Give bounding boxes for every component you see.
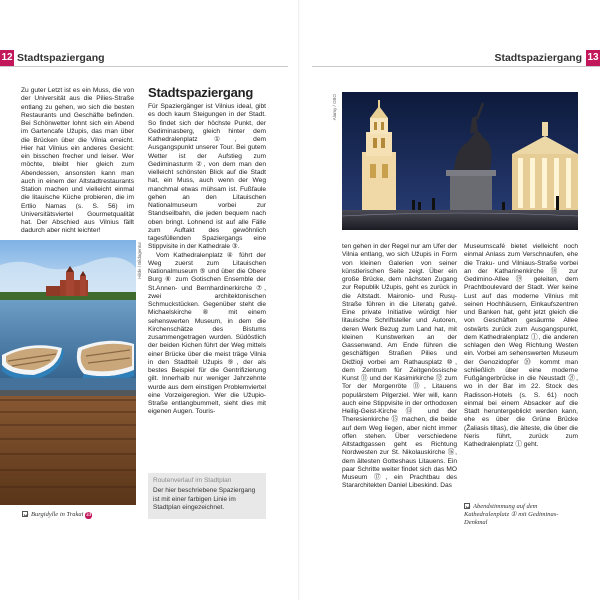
infobox-title: Routenverlauf im Stadtplan (153, 477, 232, 484)
running-head-right: Stadtspaziergang (494, 52, 582, 64)
photo-caption-left (22, 511, 134, 519)
header-rule-left (0, 66, 288, 67)
photo-credit-right: Alamy / OBO (332, 94, 337, 121)
cathedral-photo (342, 92, 578, 230)
trakai-photo-svg (0, 240, 136, 505)
header-rule-right (312, 66, 600, 67)
page-number-right: 13 (586, 50, 600, 66)
page-number-left: 12 (0, 50, 14, 66)
main-column-left (148, 85, 266, 417)
main-column-right-2 (464, 243, 578, 449)
right-col1-paragraph: ten gehen in der Regel nur am Ufer der Vilnia entlang, wo sich Užupis in Form von kleinen Galerien von seiner künstlerischen Seite zeigt. Über ein große Brücke, dem nächsten Zugang zur Republik Užupis, geht es zurück in die Altstadt. Maironio- und Rusų- Straße führen in die Literatų gatvė. Eine private Initiative würdigt hier litauische Schriftsteller und Autoren, deren Werk Bezug zum Land hat, mit kleinen Kunstwerken an der Gassenwand. Am Ende führen die geschäftigen Straßen Pilies und Didžioji vorbei am Rathausplatz ⑩, dem Zentrum für Zeitgenössische Kunst ⑪ und der Kasimirkirche ⑫ zum Tor der Morgenröte ⑬, Litauens populärstem Pilgerziel. Wer will, kann auch eine Stippvisite in der orthodoxen Heilig-Geist-Kirche ⑭ und der Theresienkirche ⑮ machen, die beide auf dem Weg liegen, aber nicht immer offen stehen. Über verschiedene Altstadtgassen geht es Richtung Nordwesten zur St. Nikolauskirche ⑯, dem ältesten Gotteshaus Litauens. Ein paar Schritte weiter findet sich das MO Museum ⑰, ein Prachtbau des Stararchitekten Daniel Libeskind. Das (342, 243, 457, 490)
main-column-right-1 (342, 243, 457, 491)
cathedral-photo-svg (342, 92, 578, 230)
trakai-photo (0, 240, 136, 505)
caption-text-right: Abendstimmung auf dem Kathedralenplatz ① mit Gediminas-Denkmal (464, 503, 559, 526)
intro-paragraph: Zu guter Letzt ist es ein Muss, die von der Universität aus die Pilies-Straße entlang zu gehen, wo sich die besten Restaurants und Geschäfte befinden. Bei Schönwetter lohnt sich ein Abend im Gartencafe Užupis, das man über die Brücken über die Vilnia erreicht. Hier hat Vilnius ein anderes Gesicht: ein bisschen frecher und leiser. Wer möchte, bleibt hier gleich zum Abendessen, ansonsten kann man auch in einem der Altstadtrestaurants Station machen und vielleicht einmal die litauische Küche probieren, die im Ertlio Namas (s. S. 56) im Universitätsviertel Gourmetqualität hat. Der Abschied aus Vilnius fällt dadurch aber nicht leichter! (21, 87, 134, 235)
caption-number-left: 33 (86, 513, 92, 518)
intro-column (21, 87, 134, 236)
section-title: Stadtspaziergang (148, 85, 254, 100)
right-col2-paragraph: Museumscafé bietet vielleicht noch einmal Anlass zum Verschnaufen, ehe die Traku- und Vilniaus-Straße vorbei an der Katharinenkirche ⑱ zur Gedimino-Allee ⑲ geleiten, dem Prachtboulevard der Stadt. Wer keine Lust auf das moderne Vilnius mit seinen Hochhäusern, Einkaufszentren und Banken hat, geht jetzt gleich die von Geschäften gesäumte Allee ostwärts zurück zum Ausgangspunkt, dem Kathedralenplatz ①, die anderen schlagen den Weg Richtung Westen ein. Vorbei am sehenswerten Museum der Genozidopfer ⑳ kommt man schließlich über eine moderne Fußgängerbrücke in die Neustadt ㉑, wo in der Bar im 22. Stock des Radisson-Hotels (s. S. 61) noch einmal bei einem Absacker auf die Stadt heruntergeblickt werden kann, ehe es über die Grüne Brücke (Žaliasis tiltas), die älteste, die über die Neris führt, zurück zum Kathedralenplatz ① geht. (464, 243, 578, 448)
col2-paragraph-2: Vom Kathedralenplatz ④ führt der Weg zuerst zum Litauischen Nationalmuseum ⑤ und über die Obere Burg ⑥ zum Gotischen Ensemble der St.Annen- und Bernhardinerkirche ⑦, zwei architektonischen Schmuckstücken. Gegenüber steht die Michaelskirche ⑧ mit einem sehenswerten Museum, in dem die Kirchenschätze des Bistums zusammengetragen wurden. Südöstlich der beiden Kichen führt der Weg mittels einer Brücke über die meist träge Vilnia in den Stadtteil Užupis ⑨, der als bestes Beispiel für die Gentrifizierung gilt. Innerhalb nur weniger Jahrzehnte wurde aus dem einstigen Problemviertel eine Vorzeigeregion. Wer die Užupio-Straße entlangbummelt, sieht dies mit eigenen Augen. Touris- (148, 251, 266, 416)
camera-icon (464, 503, 470, 509)
right-page (300, 0, 600, 600)
route-infobox (148, 473, 266, 519)
col2-paragraph-1: Für Spaziergänger ist Vilnius ideal, gibt es doch kaum Steigungen in der Stadt. So findet sich der höchste Punkt, der Gediminasberg, gleich hinter dem Kathedralenplatz ①, dem Ausgangspunkt unserer Tour. Bei gutem Wetter ist der Aufstieg zum Gediminasturm ②, von dem man den vielleicht schönsten Blick auf die Stadt hat, ein Muss, auch wenn der Weg manchmal etwas mühsam ist. Fußfaule gehen an den Litauischen Nationalmuseum vorbei zur Standseilbahn, die jeden bequem nach oben bringt. Lohnend ist auf alle Fälle zum Auftakt des gewöhnlich tagesfüllenden Spaziergangs eine Stippvisite in der Kathedrale ③. (148, 103, 266, 251)
photo-credit-left: Hilde / Bildagentur (137, 242, 142, 279)
photo-caption-right (464, 503, 578, 527)
running-head-left: Stadtspaziergang (17, 52, 105, 64)
infobox-text: Der hier beschriebene Spaziergang ist mit einer farbigen Linie im Stadtplan eingezeichnet. (153, 487, 256, 511)
camera-icon (22, 511, 28, 517)
caption-text-left: Burgidylle in Trakai (31, 511, 84, 518)
